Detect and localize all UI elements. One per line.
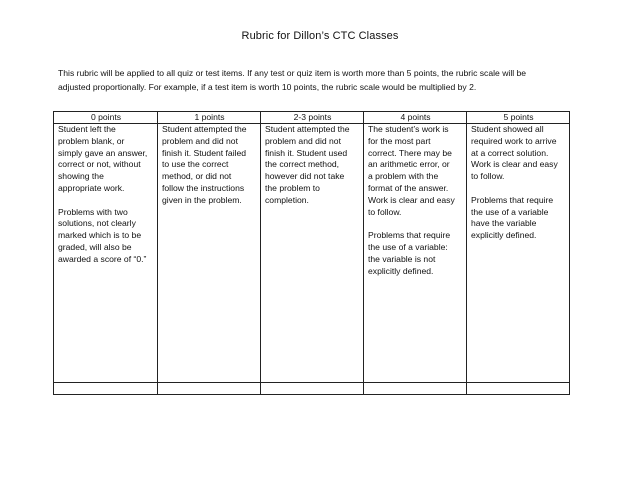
rubric-empty-cell <box>364 383 467 395</box>
cell-paragraph: Problems that require the use of a variable: the variable is not explicitly defined. <box>368 230 451 276</box>
cell-paragraph: Student left the problem blank, or simply gave an answer, correct or not, without showing the appropriate work. <box>58 124 148 193</box>
rubric-header-5-points: 5 points <box>467 112 570 124</box>
rubric-cell-4-points <box>364 124 467 383</box>
rubric-empty-cell <box>467 383 570 395</box>
intro-paragraph <box>58 66 588 94</box>
cell-paragraph: Student showed all required work to arrive at a correct solution. Work is clear and easy to follow. <box>471 124 558 182</box>
intro-line: This rubric will be applied to all quiz or test items. If any test or quiz item is worth more than 5 points, the rubric scale will be <box>58 68 527 78</box>
cell-paragraph: Student attempted the problem and did not finish it. Student used the correct method, however did not take the problem to completion. <box>265 124 350 205</box>
rubric-header-row <box>54 112 570 124</box>
rubric-empty-row <box>54 383 570 395</box>
rubric-header-2-3-points: 2-3 points <box>261 112 364 124</box>
cell-paragraph: Problems that require the use of a variable have the variable explicitly defined. <box>471 194 554 241</box>
rubric-empty-cell <box>158 383 261 395</box>
rubric-cell-2-3-points <box>261 124 364 383</box>
rubric-cell-0-points <box>54 124 158 383</box>
rubric-header-1-points: 1 points <box>158 112 261 124</box>
cell-paragraph: Problems with two solutions, not clearly marked which is to be graded, will also be awarded a score of “0.” <box>58 206 147 264</box>
cell-paragraph: Student attempted the problem and did not finish it. Student failed to use the correct method, or did not follow the instructions given in the problem. <box>162 124 247 205</box>
intro-line: adjusted proportionally. For example, if a test item is worth 10 points, the rubric scale would be multiplied by 2. <box>58 82 477 92</box>
rubric-empty-cell <box>54 383 158 395</box>
rubric-header-0-points: 0 points <box>54 112 158 124</box>
rubric-cell-1-points <box>158 124 261 383</box>
cell-paragraph: The student’s work is for the most part correct. There may be an arithmetic error, or a problem with the format of the answer. Work is clear and easy to follow. <box>368 124 455 217</box>
rubric-criteria-row <box>54 124 570 383</box>
rubric-cell-5-points <box>467 124 570 383</box>
rubric-empty-cell <box>261 383 364 395</box>
rubric-table <box>53 111 570 395</box>
rubric-header-4-points: 4 points <box>364 112 467 124</box>
page-title: Rubric for Dillon’s CTC Classes <box>241 30 399 42</box>
